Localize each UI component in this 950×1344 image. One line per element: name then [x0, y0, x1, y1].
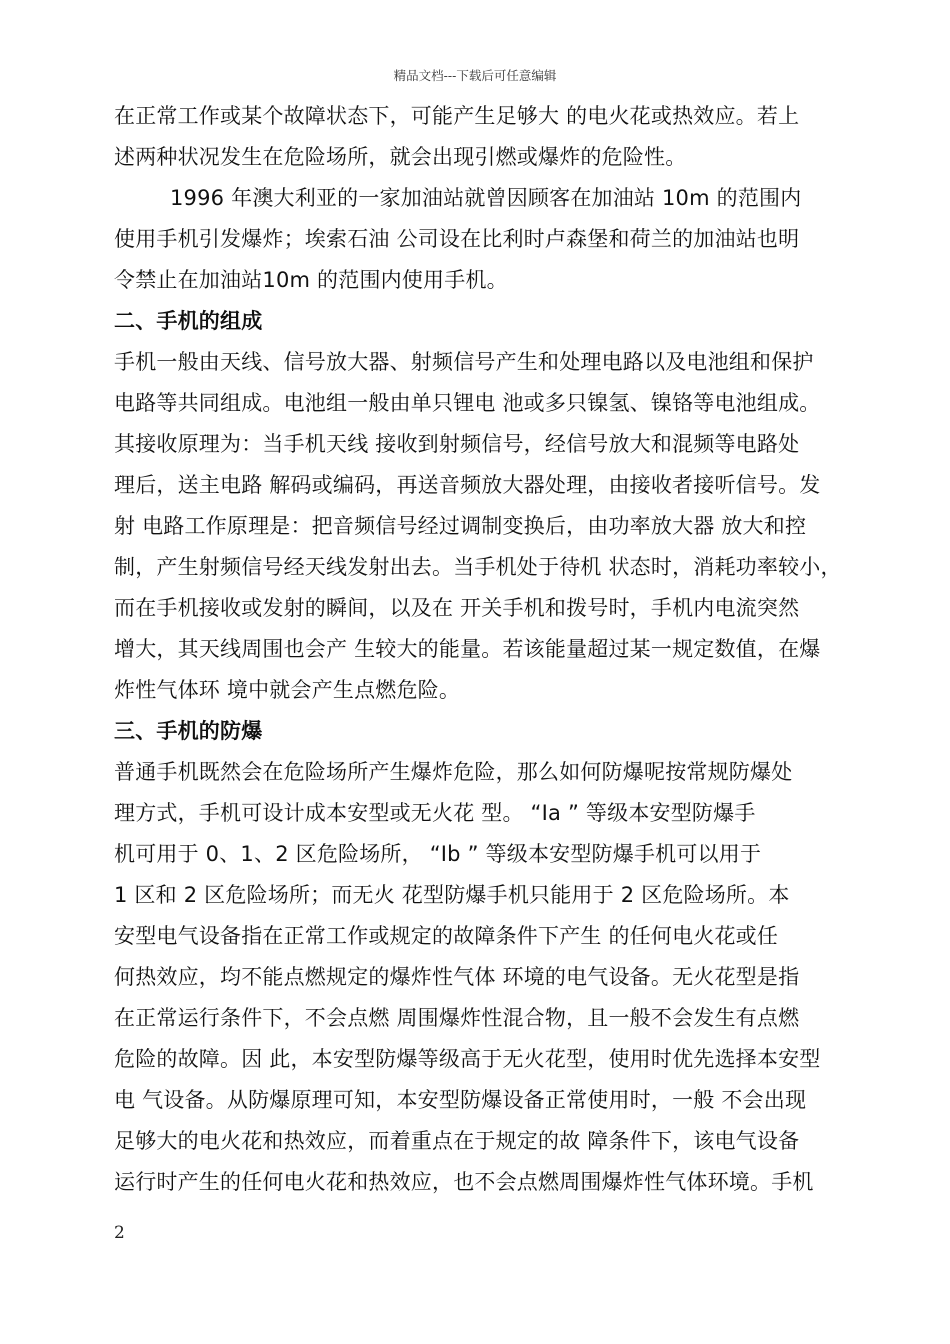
text-line: 安型电气设备指在正常工作或规定的故障条件下产生 的任何电火花或任 — [114, 924, 779, 948]
text-line: 述两种状况发生在危险场所，就会出现引燃或爆炸的危险性。 — [114, 145, 687, 169]
text-line: 令禁止在加油站10m 的范围内使用手机。 — [114, 268, 508, 292]
text-line: 危险的故障。因 此，本安型防爆等级高于无火花型，使用时优先选择本安型 — [114, 1047, 821, 1071]
text-line: 其接收原理为：当手机天线 接收到射频信号，经信号放大和混频等电路处 — [114, 432, 800, 456]
text-line: 足够大的电火花和热效应，而着重点在于规定的故 障条件下，该电气设备 — [114, 1129, 800, 1153]
text-line: 运行时产生的任何电火花和热效应，也不会点燃周围爆炸性气体环境。手机 — [114, 1170, 814, 1194]
text-line: 射 电路工作原理是：把音频信号经过调制变换后，由功率放大器 放大和控 — [114, 514, 807, 538]
text-line: 理后，送主电路 解码或编码，再送音频放大器处理，由接收者接听信号。发 — [114, 473, 821, 497]
text-line: 理方式，手机可设计成本安型或无火花 型。 “Ia ” 等级本安型防爆手 — [114, 801, 756, 825]
text-line: 1996 年澳大利亚的一家加油站就曾因顾客在加油站 10m 的范围内 — [170, 186, 802, 210]
text-line: 机可用于 0、1、2 区危险场所， “Ib ” 等级本安型防爆手机可以用于 — [114, 842, 762, 866]
page-number: 2 — [114, 1223, 125, 1243]
text-line: 在正常工作或某个故障状态下，可能产生足够大 的电火花或热效应。若上 — [114, 104, 800, 128]
document-body — [114, 98, 842, 1205]
text-line: 而在手机接收或发射的瞬间，以及在 开关手机和拨号时，手机内电流突然 — [114, 596, 800, 620]
text-line: 电 气设备。从防爆原理可知，本安型防爆设备正常使用时，一般 不会出现 — [114, 1088, 807, 1112]
text-line: 在正常运行条件下，不会点燃 周围爆炸性混合物，且一般不会发生有点燃 — [114, 1006, 800, 1030]
section-heading: 三、手机的防爆 — [114, 719, 263, 743]
text-line: 炸性气体环 境中就会产生点燃危险。 — [114, 678, 461, 702]
text-line: 何热效应，均不能点燃规定的爆炸性气体 环境的电气设备。无火花型是指 — [114, 965, 800, 989]
text-line: 手机一般由天线、信号放大器、射频信号产生和处理电路以及电池组和保护 — [114, 350, 814, 374]
text-line: 电路等共同组成。电池组一般由单只锂电 池或多只镍氢、镍铬等电池组成。 — [114, 391, 821, 415]
text-line: 1 区和 2 区危险场所；而无火 花型防爆手机只能用于 2 区危险场所。本 — [114, 883, 790, 907]
text-line: 普通手机既然会在危险场所产生爆炸危险，那么如何防爆呢按常规防爆处 — [114, 760, 793, 784]
text-line: 增大，其天线周围也会产 生较大的能量。若该能量超过某一规定数值，在爆 — [114, 637, 821, 661]
page-header: 精品文档---下载后可任意编辑 — [393, 68, 557, 83]
section-heading: 二、手机的组成 — [114, 309, 263, 333]
text-line: 制，产生射频信号经天线发射出去。当手机处于待机 状态时，消耗功率较小， — [114, 555, 842, 579]
text-line: 使用手机引发爆炸；埃索石油 公司设在比利时卢森堡和荷兰的加油站也明 — [114, 227, 800, 251]
